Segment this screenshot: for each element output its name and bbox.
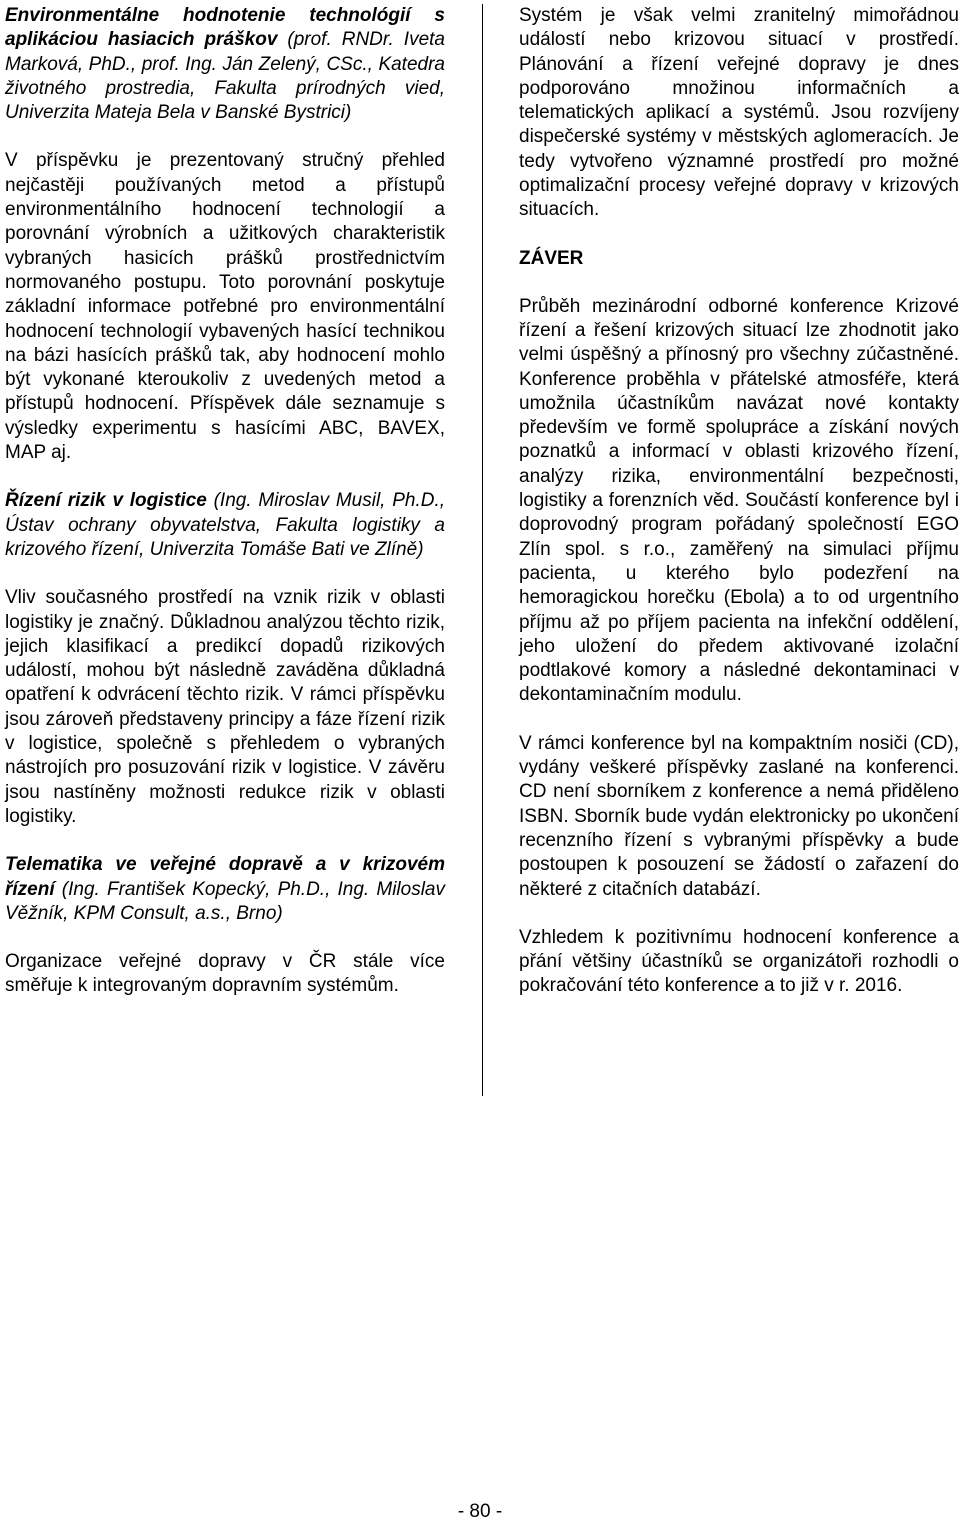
conclusion-paragraph: Vzhledem k pozitivnímu hodnocení konference a přání většiny účastníků se organizátoři rozhodli o pokračování této konference a to již v r. 2016. xyxy=(519,926,959,997)
article-abstract: Organizace veřejné dopravy v ČR stále více směřuje k integrovaným dopravním systémům. xyxy=(5,951,445,997)
section-title: ZÁVER xyxy=(519,247,584,269)
column-divider xyxy=(482,4,483,1096)
conclusion-paragraph: V rámci konference byl na kompaktním nosiči (CD), vydány veškeré příspěvky zaslané na konferenci. CD není sborníkem z konference a nemá přiděleno ISBN. Sborník bude vydán elektronicky po ukončení recenzního řízení s vybranými příspěvky a bude postoupen k posouzení se žádostí o zařazení do některé z citačních databází. xyxy=(519,732,959,900)
article-abstract-continued: Systém je však velmi zranitelný mimořádnou událostí nebo krizovou situací v prostředí. Plánování a řízení veřejné dopravy je dnes podporováno množinou informačních a telematických aplikací a systémů. Jsou rozvíjeny dispečerské systémy v městských aglomeracích. Je tedy vytvořeno významné prostředí pro možné optimalizační procesy veřejné dopravy v krizových situacích. xyxy=(519,5,959,221)
conclusion-paragraph: Průběh mezinárodní odborné konference Krizové řízení a řešení krizových situací lze zhodnotit jako velmi úspěšný a přínosný pro všechny zúčastněné. Konference proběhla v přátelské atmosféře, která umožnila účastníkům navázat nové kontakty především ve formě spolupráce a získání nových poznatků a informací v oblasti krizového řízení, analýzy rizika, environmentální bezpečnosti, logistiky a forenzních věd. Součástí konference byl i doprovodný program pořádaný společností EGO Zlín spol. s r.o., zaměřený na simulaci příjmu pacienta, u kterého bylo podezření na hemoragickou horečku (Ebola) a to od urgentního příjmu až po příjem pacienta na infekční oddělení, jeho uložení do předem aktivované izolační podtlakové komory a následné dekontaminaci v dekontaminačním modulu. xyxy=(519,295,959,706)
page-number: - 80 - xyxy=(457,1501,503,1522)
article-title: Telematika ve veřejné dopravě a v krizovém řízení xyxy=(5,854,445,900)
left-column xyxy=(5,4,445,999)
article-title: Řízení rizik v logistice xyxy=(5,490,207,512)
article-heading-environmental xyxy=(5,4,445,125)
article-authors: (Ing. Miroslav Musil, Ph.D., Ústav ochrany obyvatelstva, Fakulta logistiky a krizového řízení, Univerzita Tomáše Bati ve Zlíně) xyxy=(5,490,446,560)
article-authors: (prof. RNDr. Iveta Marková, PhD., prof. Ing. Ján Zelený, CSc., Katedra životného prostredia, Fakulta prírodných vied, Univerzita Mateja Bela v Banské Bystrici) xyxy=(5,29,445,124)
article-authors: (Ing. František Kopecký, Ph.D., Ing. Miloslav Věžník, KPM Consult, a.s., Brno) xyxy=(5,878,445,924)
right-column xyxy=(519,4,959,999)
article-abstract: V příspěvku je prezentovaný stručný přehled nejčastěji používaných metod a přístupů environmentálního hodnocení technologií a porovnání výrobních a užitkových charakteristik vybraných hasicích prášků prostřednictvím normovaného postupu. Toto porovnání poskytuje základní informace potřebné pro environmentální hodnocení technologií vybavených hasící technikou na bázi hasících prášků tak, aby hodnocení mohlo být vykonané kteroukoliv z uvedených metod a přístupů hodnocení. Příspěvek dále seznamuje s výsledky experimentu s hasícími ABC, BAVEX, MAP aj. xyxy=(5,150,445,464)
article-heading-telematics xyxy=(5,853,445,926)
article-abstract: Vliv současného prostředí na vznik rizik v oblasti logistiky je značný. Důkladnou analýzou těchto rizik, jejich klasifikací a predikcí dopadů rizikových událostí, mohou být následně zaváděna důkladná opatření k odvrácení těchto rizik. V rámci příspěvku jsou zároveň představeny principy a fáze řízení rizik v logistice, společně s přehledem o vybraných nástrojích pro posuzování rizik v logistice. V závěru jsou nastíněny možnosti redukce rizik v oblasti logistiky. xyxy=(5,587,445,827)
article-title: Environmentálne hodnotenie technológií s aplikáciou hasiacich práškov xyxy=(5,5,445,51)
article-heading-logistics xyxy=(5,489,445,562)
